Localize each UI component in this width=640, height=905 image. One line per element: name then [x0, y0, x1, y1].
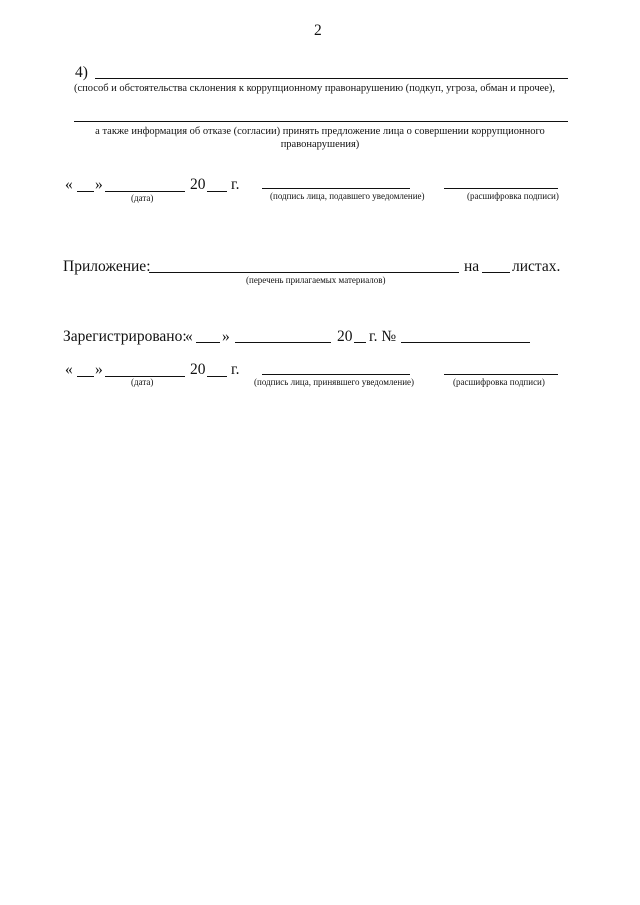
year-prefix: 20: [190, 176, 206, 193]
signature2-caption: (подпись лица, принявшего уведомление): [254, 377, 415, 387]
day2-line: [77, 376, 94, 377]
date-caption: (дата): [131, 193, 154, 203]
item-number: 4): [75, 64, 88, 81]
date2-quote-close: »: [95, 361, 103, 378]
registered-label: Зарегистрировано:: [63, 328, 187, 345]
item4-fill-line-2: [74, 121, 568, 122]
decode-line: [444, 188, 558, 189]
date-quote-open: «: [65, 176, 73, 193]
signature-caption: (подпись лица, подавшего уведомление): [270, 191, 425, 201]
signature-line: [262, 188, 410, 189]
date2-caption: (дата): [131, 377, 154, 387]
item4-caption-1: (способ и обстоятельства склонения к коррупционному правонарушению (подкуп, угроза, обман и прочее),: [74, 83, 556, 94]
date2-quote-open: «: [65, 361, 73, 378]
attachment-caption: (перечень прилагаемых материалов): [246, 275, 386, 285]
registered-quote-close: »: [222, 328, 230, 345]
year-suffix: г.: [231, 176, 240, 193]
registered-year: 20: [337, 328, 353, 345]
attachment-on: на: [464, 258, 480, 275]
date-quote-close: »: [95, 176, 103, 193]
year2-prefix: 20: [190, 361, 206, 378]
attachment-sheets: листах.: [512, 258, 561, 275]
registered-number-label: г. №: [369, 328, 397, 345]
registered-year-line: [354, 342, 366, 343]
attachment-line: [149, 272, 459, 273]
item4-fill-line: [95, 78, 568, 79]
year-line: [207, 191, 227, 192]
item4-caption-3: правонарушения): [280, 139, 360, 150]
year2-suffix: г.: [231, 361, 240, 378]
registered-quote-open: «: [185, 328, 193, 345]
year2-line: [207, 376, 227, 377]
decode2-caption: (расшифровка подписи): [453, 377, 545, 387]
signature2-line: [262, 374, 410, 375]
page-number: 2: [314, 22, 322, 39]
day-line: [77, 191, 94, 192]
sheets-count-line: [482, 272, 510, 273]
decode2-line: [444, 374, 558, 375]
registered-number-line: [401, 342, 530, 343]
month-line: [105, 191, 185, 192]
decode-caption: (расшифровка подписи): [467, 191, 559, 201]
attachment-label: Приложение:: [63, 258, 151, 275]
registered-day-line: [196, 342, 220, 343]
item4-caption-2: а также информация об отказе (согласии) принять предложение лица о совершении коррупционного: [95, 126, 545, 137]
registered-month-line: [235, 342, 331, 343]
